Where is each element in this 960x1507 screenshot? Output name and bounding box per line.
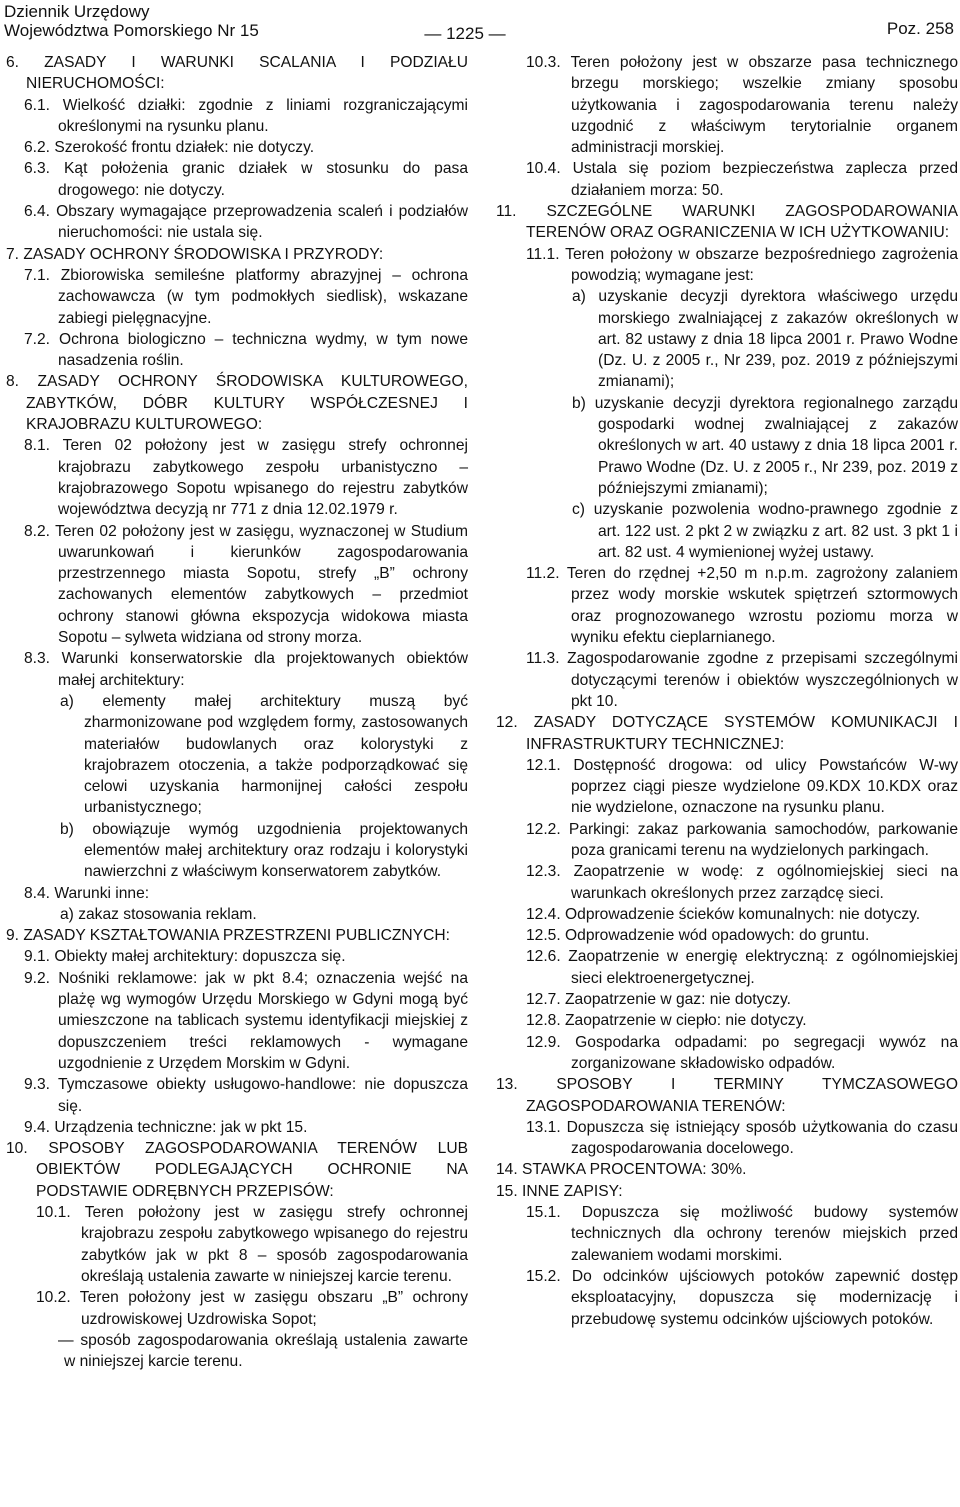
paragraph: 14. STAWKA PROCENTOWA: 30%. — [496, 1161, 747, 1179]
paragraph: 8.1. Teren 02 położony jest w zasięgu strefy ochronnej krajobrazu zabytkowego zespołu urbanistyczno – krajobrazowego Sopotu wpisanego do rejestru zabytków województwa decyzją nr 771 z dnia 12.02.1979 r. — [24, 437, 468, 519]
paragraph: a) elementy małej architektury muszą być zharmonizowane pod względem formy, zastosowanych materiałów budowlanych oraz kolorystyki z krajobrazem otoczenia, a także podporządkować się celowi uzyskania harmonijnej całości zespołu urbanistycznego; — [60, 692, 468, 817]
paragraph: b) obowiązuje wymóg uzgodnienia projektowanych elementów małej architektury oraz rodzaju i kolorystyki nawierzchni z właściwym konserwatorem zabytków. — [60, 820, 468, 881]
paragraph: 6.1. Wielkość działki: zgodnie z liniami rozgraniczającymi określonymi na rysunku planu. — [24, 96, 468, 135]
paragraph: 11. SZCZEGÓLNE WARUNKI ZAGOSPODAROWANIA TERENÓW ORAZ OGRANICZENIA W ICH UŻYTKOWANIU: — [496, 203, 958, 242]
paragraph: 12.7. Zaopatrzenie w gaz: nie dotyczy. — [526, 991, 791, 1009]
paragraph: 15.2. Do odcinków ujściowych potoków zapewnić dostęp eksploatacyjny, dopuszcza się modernizację i przebudowę systemu odcinków ujściowych potoków. — [526, 1267, 958, 1328]
paragraph: 6. ZASADY I WARUNKI SCALANIA I PODZIAŁU NIERUCHOMOŚCI: — [6, 54, 468, 93]
position-label: Poz. 258 — [886, 19, 954, 38]
paragraph: 10.1. Teren położony jest w zasięgu strefy ochronnej krajobrazu zespołu zabytkowego wpisanego do rejestru zabytków jak w pkt 8 – sposób zagospodarowania określają ustalenia zawarte w niniejszej karcie terenu. — [36, 1204, 468, 1285]
paragraph: 12.9. Gospodarka odpadami: po segregacji wywóz na zorganizowane składowisko odpadów. — [526, 1033, 958, 1072]
paragraph: 7.1. Zbiorowiska semileśne platformy abrazyjnej – ochrona zachowawcza (w tym podmokłych siedlisk), wskazane zabiegi pielęgnacyjne. — [24, 266, 468, 327]
paragraph: 12. ZASADY DOTYCZĄCE SYSTEMÓW KOMUNIKACJI I INFRASTRUKTURY TECHNICZNEJ: — [496, 714, 958, 753]
paragraph: a) zakaz stosowania reklam. — [60, 905, 257, 923]
journal-title — [4, 2, 259, 40]
right-text-column — [496, 52, 958, 1330]
journal-title-line1: Dziennik Urzędowy — [4, 2, 150, 21]
paragraph: 6.3. Kąt położenia granic działek w stosunku do pasa drogowego: nie dotyczy. — [24, 160, 468, 199]
paragraph: 11.2. Teren do rzędnej +2,50 m n.p.m. zagrożony zalaniem przez wody morskie wskutek spiętrzeń sztormowych oraz prognozowanego wzrostu poziomu morza w wyniku efektu cieplarnianego. — [526, 565, 958, 647]
paragraph: 15. INNE ZAPISY: — [496, 1182, 623, 1200]
paragraph: 9. ZASADY KSZTAŁTOWANIA PRZESTRZENI PUBLICZNYCH: — [6, 927, 450, 945]
paragraph: 7. ZASADY OCHRONY ŚRODOWISKA I PRZYRODY: — [6, 245, 384, 263]
paragraph: 8.3. Warunki konserwatorskie dla projektowanych obiektów małej architektury: — [24, 650, 468, 689]
paragraph: 10.3. Teren położony jest w obszarze pasa technicznego brzegu morskiego; wszelkie zmiany sposobu użytkowania i zagospodarowania terenu należy uzgodnić z właściwym terytorialnie organem administracji morskiej. — [526, 54, 958, 157]
paragraph: c) uzyskanie pozwolenia wodno-prawnego zgodnie z art. 122 ust. 2 pkt 2 w związku z art. 82 ust. 3 pkt 1 i art. 82 ust. 4 wymienionej wyżej ustawy. — [572, 501, 958, 561]
left-text-column — [6, 52, 468, 1372]
paragraph: 11.3. Zagospodarowanie zgodne z przepisami szczególnymi dotyczącymi terenów i obiektów wyszczególnionych w pkt 10. — [526, 650, 958, 710]
paragraph: 12.8. Zaopatrzenie w ciepło: nie dotyczy. — [526, 1012, 807, 1030]
paragraph: 13. SPOSOBY I TERMINY TYMCZASOWEGO ZAGOSPODAROWANIA TERENÓW: — [496, 1076, 958, 1115]
paragraph: b) uzyskanie decyzji dyrektora regionalnego zarządu gospodarki wodnej zwalniającej z zakazów określonych w art. 40 ustawy z dnia 18 lipca 2001 r. Prawo Wodne (Dz. U. z 2005 r., Nr 239, poz. 2019 z późniejszymi zmianami); — [572, 394, 958, 497]
paragraph: 8.2. Teren 02 położony jest w zasięgu, wyznaczonej w Studium uwarunkowań i kierunków zagospodarowania przestrzennego miasta Sopotu, strefy „B” ochrony zachowanych elementów zabytkowych – przedmiot ochrony stanowi główna ekspozycja widokowa miasta Sopotu – sylweta widziana od strony morza. — [24, 522, 468, 647]
paragraph: 8. ZASADY OCHRONY ŚRODOWISKA KULTUROWEGO, ZABYTKÓW, DÓBR KULTURY WSPÓŁCZESNEJ I KRAJOBRAZU KULTUROWEGO: — [6, 373, 468, 434]
page-header — [0, 0, 960, 52]
paragraph: 8.4. Warunki inne: — [24, 884, 150, 902]
paragraph: 11.1. Teren położony w obszarze bezpośredniego zagrożenia powodzią; wymagane jest: — [526, 245, 958, 284]
paragraph: 12.5. Odprowadzenie wód opadowych: do gruntu. — [526, 927, 870, 945]
journal-title-line2: Województwa Pomorskiego Nr 15 — [4, 21, 259, 40]
paragraph: 7.2. Ochrona biologiczno – techniczna wydmy, w tym nowe nasadzenia roślin. — [24, 330, 468, 370]
paragraph: 10. SPOSOBY ZAGOSPODAROWANIA TERENÓW LUB OBIEKTÓW PODLEGAJĄCYCH OCHRONIE NA PODSTAWIE ODRĘBNYCH PRZEPISÓW: — [6, 1140, 468, 1200]
paragraph: 12.4. Odprowadzenie ścieków komunalnych: nie dotyczy. — [526, 905, 921, 923]
paragraph: 12.3. Zaopatrzenie w wodę: z ogólnomiejskiej sieci na warunkach określonych przez zarządcę sieci. — [526, 863, 958, 902]
paragraph: 9.3. Tymczasowe obiekty usługowo-handlowe: nie dopuszcza się. — [24, 1076, 468, 1115]
paragraph: 10.4. Ustala się poziom bezpieczeństwa zaplecza przed działaniem morza: 50. — [526, 160, 958, 199]
paragraph: 6.2. Szerokość frontu działek: nie dotyczy. — [24, 139, 315, 157]
page-number: — 1225 — — [424, 24, 506, 43]
paragraph: 9.4. Urządzenia techniczne: jak w pkt 15. — [24, 1118, 308, 1136]
paragraph: 12.2. Parkingi: zakaz parkowania samochodów, parkowanie poza granicami terenu na wydzielonych parkingach. — [526, 820, 958, 859]
paragraph: 12.1. Dostępność drogowa: od ulicy Powstańców W-wy poprzez ciągi piesze wydzielone 09.KDX 10.KDX oraz nie wydzielone, oznaczone na rysunku planu. — [526, 756, 958, 817]
paragraph: — sposób zagospodarowania określają ustalenia zawarte w niniejszej karcie terenu. — [58, 1331, 468, 1371]
paragraph: 9.2. Nośniki reklamowe: jak w pkt 8.4; oznaczenia wejść na plażę wg wymogów Urzędu Morskiego w Gdyni mogą być umieszczone na tablicach systemu identyfikacji miejskiej z dopuszczeniem treści reklamowych - wymagane uzgodnienie z Urzędem Morskim w Gdyni. — [24, 969, 468, 1072]
paragraph: 10.2. Teren położony jest w zasięgu obszaru „B” ochrony uzdrowiskowej Uzdrowiska Sopot; — [36, 1289, 468, 1328]
paragraph: a) uzyskanie decyzji dyrektora właściwego urzędu morskiego zwalniającej z zakazów określonych w art. 82 ustawy z dnia 18 lipca 2001 r. Prawo Wodne (Dz. U. z 2005 r., Nr 239, poz. 2019 z późniejszymi zmianami); — [572, 288, 958, 391]
paragraph: 12.6. Zaopatrzenie w energię elektryczną: z ogólnomiejskiej sieci elektroenergetycznej. — [526, 948, 958, 987]
paragraph: 15.1. Dopuszcza się możliwość budowy systemów technicznych dla ochrony terenów miejskich przed zalewaniem wodami morskimi. — [526, 1204, 958, 1264]
paragraph: 6.4. Obszary wymagające przeprowadzenia scaleń i podziałów nieruchomości: nie ustala się. — [24, 203, 468, 242]
paragraph: 13.1. Dopuszcza się istniejący sposób użytkowania do czasu zagospodarowania docelowego. — [526, 1118, 958, 1158]
paragraph: 9.1. Obiekty małej architektury: dopuszcza się. — [24, 948, 346, 966]
